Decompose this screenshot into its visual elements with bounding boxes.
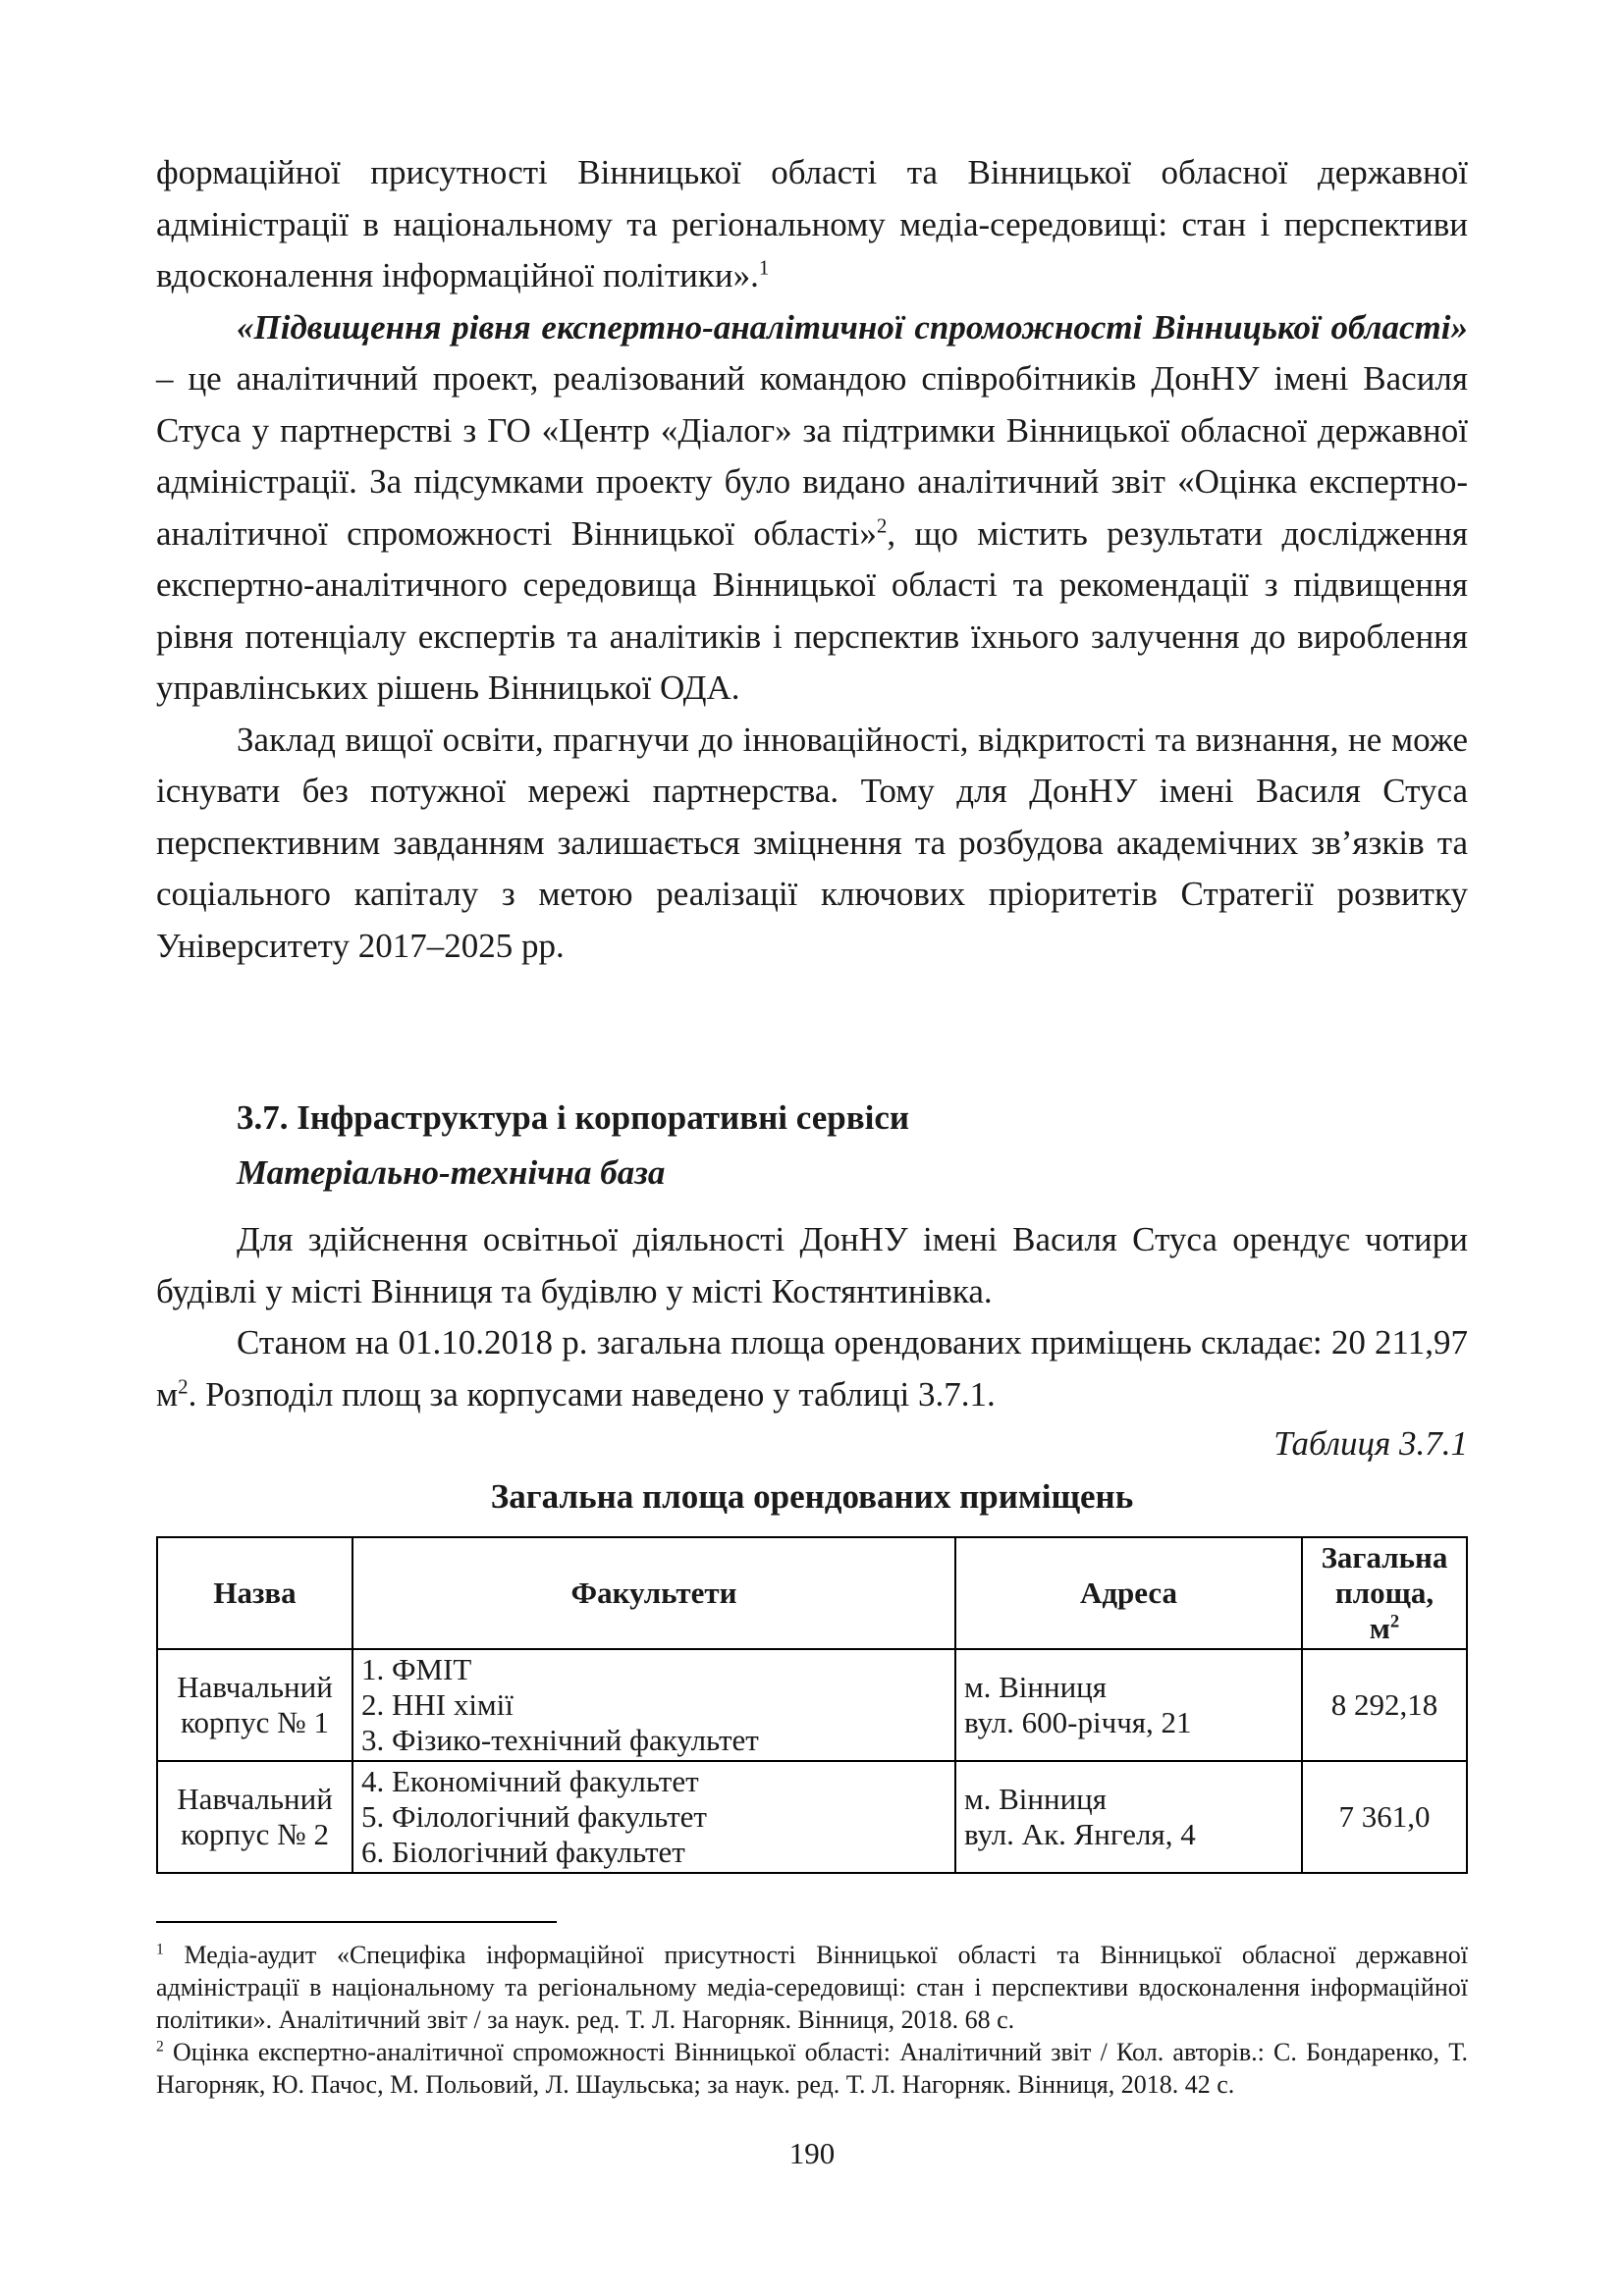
paragraph-project — [156, 302, 1468, 715]
unit-superscript: 2 — [178, 1373, 189, 1398]
footnote-mark: 1 — [156, 1941, 164, 1958]
paragraph-area — [156, 1317, 1468, 1420]
footnote-divider — [156, 1921, 557, 1923]
table-header-row — [157, 1537, 1467, 1649]
footnote-mark: 2 — [156, 2038, 164, 2056]
paragraph-text: Станом на 01.10.2018 р. загальна площа орендованих приміщень складає: 20 211,97 м — [156, 1323, 1468, 1414]
cell-address — [955, 1649, 1302, 1761]
cell-address — [955, 1761, 1302, 1873]
paragraph-buildings: Для здійснення освітньої діяльності ДонНУ імені Василя Стуса орендує чотири будівлі у місті Вінниця та будівлю у місті Костянтинівка. — [156, 1220, 1468, 1310]
paragraph-partnership: Заклад вищої освіти, прагнучи до інноваційності, відкритості та визнання, не може існувати без потужної мережі партнерства. Тому для ДонНУ імені Василя Стуса перспективним завданням залишається зміцнення та розбудова академічних зв’язків та соціального капіталу з метою реалізації ключових пріоритетів Стратегії розвитку Університету 2017–2025 рр. — [156, 720, 1468, 965]
address-line: м. Вінниця — [964, 1670, 1108, 1704]
cell-name — [157, 1649, 352, 1761]
table-row — [157, 1649, 1467, 1761]
paragraph-continuation — [156, 147, 1468, 302]
unit-text: м — [1369, 1611, 1390, 1645]
cell-faculties — [352, 1761, 955, 1873]
table-title: Загальна площа орендованих приміщень — [490, 1477, 1134, 1516]
header-area-line: Загальна — [1321, 1540, 1448, 1575]
footnote-1 — [156, 1939, 1468, 2036]
name-line: Навчальний — [177, 1782, 333, 1816]
address-line: м. Вінниця — [964, 1782, 1108, 1816]
subsection-title: Матеріально-технічна база — [237, 1153, 666, 1192]
cell-area: 7 361,0 — [1302, 1761, 1467, 1873]
faculty-item: 4. Економічний факультет — [361, 1764, 699, 1798]
faculty-item: 2. ННІ хімії — [361, 1687, 514, 1722]
project-title: «Підвищення рівня експертно-аналітичної спроможності Вінницької області» — [237, 307, 1468, 347]
header-faculties: Факультети — [352, 1537, 955, 1649]
header-area — [1302, 1537, 1467, 1649]
footnote-text: Медіа-аудит «Специфіка інформаційної присутності Вінницької області та Вінницької обласної державної адміністрації в національному та регіональному медіа-середовищі: стан і перспективи вдосконалення інформаційної політики». Аналітичний звіт / за наук. ред. Т. Л. Нагорняк. Вінниця, 2018. 68 с. — [156, 1941, 1468, 2034]
paragraph-text: . Розподіл площ за корпусами наведено у таблиці 3.7.1. — [188, 1374, 996, 1414]
page-number: 190 — [788, 2136, 836, 2170]
address-line: вул. 600-річчя, 21 — [964, 1705, 1192, 1739]
name-line: корпус № 2 — [181, 1817, 329, 1851]
name-line: корпус № 1 — [181, 1705, 329, 1739]
paragraph-text: – це аналітичний проект, реалізований командою співробітників ДонНУ імені Василя Стуса у партнерстві з ГО «Центр «Діалог» за підтримки Вінницької обласної державної адміністрації. За підсумками проекту було видано аналітичний звіт «Оцінка експертно-аналітичної спроможності Вінницької області» — [156, 359, 1468, 553]
cell-faculties — [352, 1649, 955, 1761]
faculty-item: 6. Біологічний факультет — [361, 1835, 685, 1869]
footnote-reference-1[interactable]: 1 — [758, 255, 770, 280]
address-line: вул. Ак. Янгеля, 4 — [964, 1817, 1196, 1851]
area-table — [156, 1536, 1468, 1874]
cell-name — [157, 1761, 352, 1873]
header-area-line: площа, — [1334, 1575, 1435, 1610]
name-line: Навчальний — [177, 1670, 333, 1704]
faculty-item: 5. Філологічний факультет — [361, 1799, 707, 1834]
footnote-reference-2[interactable]: 2 — [876, 512, 888, 537]
faculty-item: 3. Фізико-технічний факультет — [361, 1723, 759, 1757]
paragraph-text: формаційної присутності Вінницької області та Вінницької обласної державної адміністрації в національному та регіональному медіа-середовищі: стан і перспективи вдосконалення інформаційної політики». — [156, 153, 1468, 294]
header-area-unit — [1311, 1611, 1458, 1646]
unit-superscript: 2 — [1389, 1611, 1400, 1632]
footnote-2 — [156, 2036, 1468, 2101]
table-row — [157, 1761, 1467, 1873]
section-title: 3.7. Інфраструктура і корпоративні сервіси — [237, 1098, 910, 1137]
table-label: Таблиця 3.7.1 — [1273, 1424, 1468, 1463]
footnote-text: Оцінка експертно-аналітичної спроможності Вінницької області: Аналітичний звіт / Кол. авторів.: С. Бондаренко, Т. Нагорняк, Ю. Пачос, М. Польовий, Л. Шаульська; за наук. ред. Т. Л. Нагорняк. Вінниця, 2018. 42 с. — [156, 2038, 1468, 2099]
paragraph-text: , що містить результати дослідження експертно-аналітичного середовища Вінницької області та рекомендації з підвищення рівня потенціалу експертів та аналітиків і перспектив їхнього залучення до вироблення управлінських рішень Вінницької ОДА. — [156, 513, 1468, 707]
cell-area: 8 292,18 — [1302, 1649, 1467, 1761]
faculty-item: 1. ФМІТ — [361, 1652, 472, 1686]
page-content — [156, 147, 1468, 2101]
header-address: Адреса — [955, 1537, 1302, 1649]
header-name: Назва — [157, 1537, 352, 1649]
